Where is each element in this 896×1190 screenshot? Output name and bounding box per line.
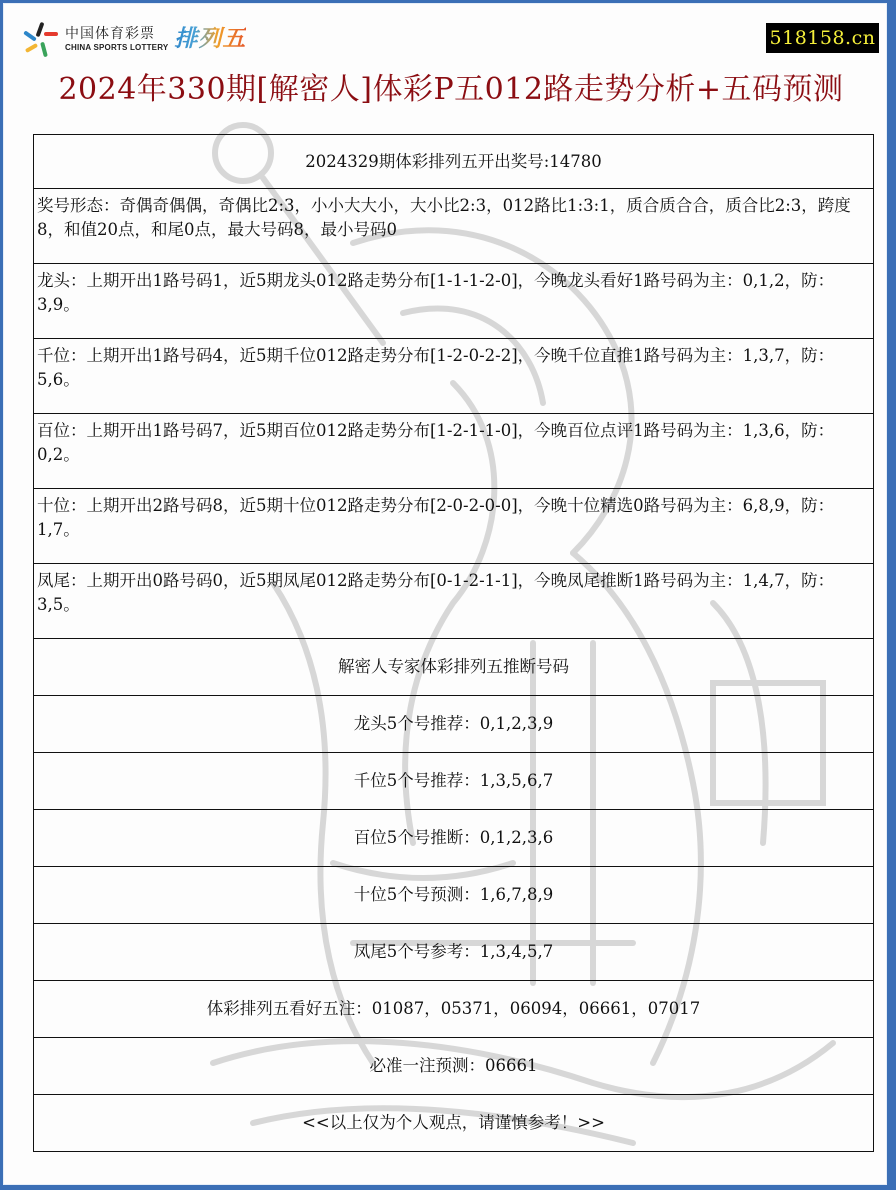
prediction-table	[33, 134, 874, 1152]
disclaimer-cell: <<以上仅为个人观点，请谨慎参考！>>	[34, 1095, 874, 1152]
product-name-pailie5: 排列五	[174, 26, 247, 52]
table-row	[34, 189, 874, 264]
table-row	[34, 810, 874, 867]
sure-bet-cell: 必准一注预测：06661	[34, 1038, 874, 1095]
pick-qianwei-cell: 千位5个号推荐：1,3,5,6,7	[34, 753, 874, 810]
table-row	[34, 696, 874, 753]
table-row	[34, 1095, 874, 1152]
table-row	[34, 981, 874, 1038]
five-bets-cell: 体彩排列五看好五注：01087，05371，06094，06661，07017	[34, 981, 874, 1038]
table-row	[34, 867, 874, 924]
analysis-longtou-cell: 龙头：上期开出1路号码1，近5期龙头012路走势分布[1-1-1-2-0]，今晚龙头看好1路号码为主：0,1,2，防：3,9。	[34, 264, 874, 339]
draw-result-cell: 2024329期体彩排列五开出奖号:14780	[34, 135, 874, 189]
analysis-qianwei-cell: 千位：上期开出1路号码4，近5期千位012路走势分布[1-2-0-2-2]，今晚千位直推1路号码为主：1,3,7，防：5,6。	[34, 339, 874, 414]
lottery-star-icon	[21, 20, 59, 58]
table-row	[34, 924, 874, 981]
china-sports-lottery-logo	[21, 19, 246, 59]
table-row	[34, 639, 874, 696]
table-row	[34, 135, 874, 189]
table-row	[34, 264, 874, 339]
table-row	[34, 489, 874, 564]
page-title: 2024年330期[解密人]体彩P五012路走势分析+五码预测	[58, 72, 844, 107]
analysis-fengwei-cell: 凤尾：上期开出0路号码0，近5期凤尾012路走势分布[0-1-2-1-1]，今晚凤尾推断1路号码为主：1,4,7，防：3,5。	[34, 564, 874, 639]
section-heading-cell: 解密人专家体彩排列五推断号码	[34, 639, 874, 696]
pick-shiwei-cell: 十位5个号预测：1,6,7,8,9	[34, 867, 874, 924]
table-row	[34, 339, 874, 414]
pick-baiwei-cell: 百位5个号推断：0,1,2,3,6	[34, 810, 874, 867]
site-domain-badge[interactable]: 518158.cn	[766, 23, 879, 53]
table-row	[34, 564, 874, 639]
analysis-baiwei-cell: 百位：上期开出1路号码7，近5期百位012路走势分布[1-2-1-1-0]，今晚百位点评1路号码为主：1,3,6，防：0,2。	[34, 414, 874, 489]
table-row	[34, 1038, 874, 1095]
pick-fengwei-cell: 凤尾5个号参考：1,3,4,5,7	[34, 924, 874, 981]
table-row	[34, 753, 874, 810]
table-row	[34, 414, 874, 489]
analysis-shiwei-cell: 十位：上期开出2路号码8，近5期十位012路走势分布[2-0-2-0-0]，今晚十位精选0路号码为主：6,8,9，防：1,7。	[34, 489, 874, 564]
page	[3, 3, 887, 1185]
logo-chinese-text: 中国体育彩票	[65, 25, 155, 42]
number-pattern-cell: 奖号形态：奇偶奇偶偶，奇偶比2:3，小小大大小，大小比2:3，012路比1:3:1，质合质合合，质合比2:3，跨度8，和值20点，和尾0点，最大号码8，最小号码0	[34, 189, 874, 264]
pick-longtou-cell: 龙头5个号推荐：0,1,2,3,9	[34, 696, 874, 753]
logo-english-text: CHINA SPORTS LOTTERY	[65, 42, 169, 52]
